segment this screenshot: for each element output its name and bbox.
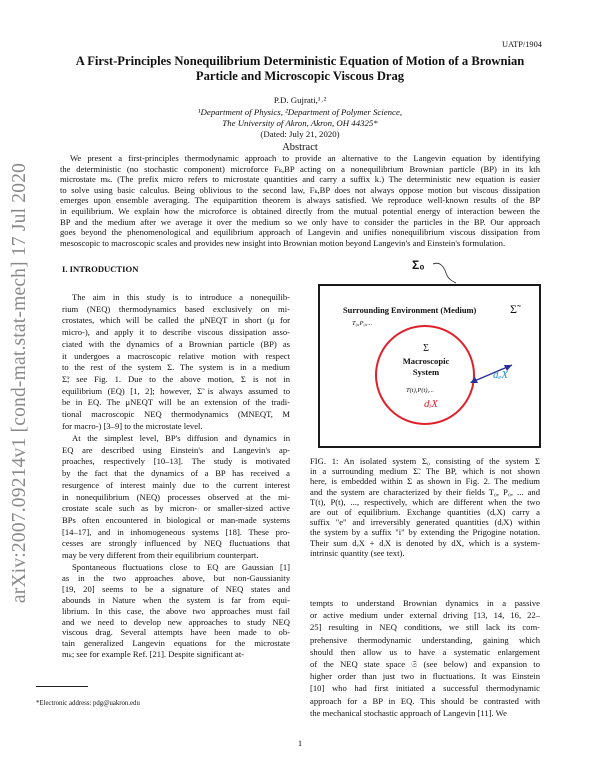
abstract-line: goes beyond the phenomenological and equilibrium approach of Langevin and unifies nonequilibrium viscous dissipation from	[60, 227, 540, 238]
body-line: crostates, which will be called the μNEQT in short (μ for	[62, 315, 290, 326]
body-line: abounds in Nature when the system is far from equi-	[62, 594, 290, 605]
abstract-heading: Abstract	[282, 142, 318, 153]
body-line: tain generalized Langevin equations for the microstate	[62, 638, 290, 649]
caption-line: are out of equilibrium. Exchange quantities (dₑX) carry a	[310, 507, 540, 517]
abstract-line: microstate mₖ. (The prefix micro refers to microstate quantities and carry a suffix k.) The deterministic new equation is easier	[60, 174, 540, 185]
abstract-line: mesoscopic to macroscopic scales and provides new insight into Brownian motion beyond Langevin's and Einstein's formulation.	[60, 237, 506, 248]
abstract-line: the deterministic (no stochastic component) microforce Fₖ,BP acting on a nonequilibrium Brownian particle (BP) in its kth	[60, 163, 540, 174]
caption-line: and the system are characterized by their fields T₀, P₀, ... and	[310, 486, 540, 497]
body-line: to the rest of the system Σ. The system is in a medium	[62, 362, 290, 373]
body-line: resurgence of interest mainly due to the current interest	[62, 479, 290, 490]
body-line: and we need to develop new approaches to study NEQ	[62, 616, 290, 627]
caption-line: Their sum dₑX + dᵢX is denoted by dX, which is a system-	[310, 537, 540, 548]
footnote: *Electronic address: pdg@uakron.edu	[36, 700, 140, 707]
body-line: 25] resulting in NEQ conditions, we still lack its com-	[310, 622, 540, 633]
body-line: should then allow us to have a systematic enlargement	[310, 646, 540, 657]
system-label-line: System	[412, 367, 440, 377]
body-line: prehensive thermodynamic understanding, gaining which	[310, 634, 540, 645]
arxiv-stamp: arXiv:2007.09214v1 [cond-mat.stat-mech] 17 Jul 2020	[9, 162, 30, 604]
body-line: the mechanical stochastic approach of Langevin [11]. We	[310, 707, 507, 718]
system-label-line: Macroscopic	[402, 356, 450, 366]
caption-line: T(t), P(t), ..., respectively, which are different when the two	[310, 496, 540, 507]
body-line: higher order than just two in fluctuations. It was Einstein	[310, 671, 540, 682]
medium-fields: T₀,P₀,...	[352, 320, 373, 327]
body-line: rium (NEQ) thermodynamics based exclusively on mi-	[62, 303, 290, 314]
body-line: proaches, respectively [10–13]. The study is motivated	[62, 456, 290, 467]
body-line: for macro-) [3–9] to the microstate level.	[62, 420, 203, 431]
body-line: [14–17], and in inhomogeneous systems [18]. These pro-	[62, 526, 290, 537]
report-number: UATP/1904	[501, 40, 542, 49]
body-line: BPs often encountered in biological or man-made systems	[62, 514, 290, 525]
body-line: The aim in this study is to introduce a nonequilib-	[72, 292, 290, 302]
pointer-arrow-icon	[433, 263, 456, 283]
caption-line: the system by a suffix "i" by extending the Prigogine notation.	[310, 527, 540, 538]
body-line: Spontaneous fluctuations close to EQ are Gaussian [1]	[72, 562, 290, 572]
body-line: [19, 20] seems to be a signature of NEQ states and	[62, 583, 290, 594]
affiliation: The University of Akron, Akron, OH 44325*	[222, 118, 378, 128]
body-line: cesses are strongly influenced by NEQ fluctuations that	[62, 538, 290, 549]
abstract-line: emerges upon ensemble averaging. The equipartition theorem is always satisfied. We reproduce well-known results of the BP	[60, 195, 540, 206]
affiliation: ¹Department of Physics, ²Department of Polymer Science,	[197, 106, 403, 117]
author-block	[0, 95, 600, 139]
body-line: approach for a BP in EQ. This should be contrasted with	[310, 695, 540, 706]
caption-line: in a surrounding medium Σ̃. The BP, which is not shown	[310, 466, 540, 477]
figure-1	[300, 255, 560, 455]
system-symbol: Σ	[423, 343, 429, 354]
exchange-label: dₑX	[493, 369, 509, 381]
abstract-line: to solve using basic calculus. Being oblivious to the second law, Fₖ,BP does not always oppose motion but viscous dissipation	[60, 184, 540, 195]
caption-line: here, is embedded within Σ as shown in Fig. 2. The medium	[310, 476, 540, 487]
body-line: be in EQ. The μNEQT will be an extension of the tradi-	[62, 397, 290, 408]
body-line: tional macroscopic NEQ thermodynamics (MNEQT, M	[62, 409, 290, 419]
system-label	[380, 356, 472, 378]
abstract-line: in equilibrium. We explain how the microforce is obtained directly from the mutual potential energy of interaction beween the	[60, 206, 540, 216]
title-line: Particle and Microscopic Viscous Drag	[195, 69, 405, 83]
body-line: of the NEQ state space 𝔖 (see below) and expansion to	[310, 659, 540, 669]
body-line: or active medium under external driving [13, 14, 16, 22–	[310, 610, 540, 621]
body-line: Σ̃; see Fig. 1. Due to the above motion, Σ is not in	[62, 373, 290, 384]
body-line: mₖ; see for example Ref. [21]. Despite significant at-	[62, 649, 245, 660]
system-fields: T(t),P(t),...	[406, 387, 434, 394]
body-line: may be very different from their equilibrium counterpart.	[62, 550, 259, 560]
paper-title	[40, 54, 560, 84]
body-line: crostate scale such as by micron- or smaller-sized active	[62, 503, 290, 514]
section-heading: I. INTRODUCTION	[62, 264, 139, 274]
footnote-rule	[36, 686, 88, 687]
caption-line: FIG. 1: An isolated system Σ₀ consisting of the system Σ	[310, 456, 540, 466]
body-line: equilibrium (EQ) [1, 2]; however, Σ̃ is always assumed to	[62, 385, 290, 396]
date: (Dated: July 21, 2020)	[260, 128, 340, 139]
caption-line: suffix "e" and irreversibly generated quantities (dᵢX) within	[310, 517, 540, 528]
body-line: ciated with the dynamics of a Brownian particle (BP) as	[62, 338, 290, 349]
body-line: by the fact that the dynamics of a BP has received a	[62, 468, 290, 479]
body-line: as in the two approaches above, but non-Gaussianity	[62, 572, 290, 583]
caption-line: intrinsic quantity (see text).	[310, 547, 405, 558]
abstract-line: BP and the medium after we average it over the medium so we only have to consider the particles in the BP. Our approach	[60, 216, 540, 227]
internal-change-label: dᵢX	[424, 398, 438, 410]
body-line: viscous drag. Several attempts have been made to ob-	[62, 627, 290, 638]
author-name: P.D. Gujrati,¹˒²	[273, 95, 327, 105]
body-line: tempts to understand Brownian dynamics in a passive	[310, 598, 540, 608]
title-line: A First-Principles Nonequilibrium Deterministic Equation of Motion of a Brownian	[75, 54, 525, 68]
medium-label: Surrounding Environment (Medium)	[343, 306, 477, 315]
page-number: 1	[297, 738, 303, 748]
body-line: At the simplest level, BP's diffusion and dynamics in	[72, 433, 290, 443]
sigma0-label: Σ₀	[412, 258, 425, 272]
body-line: it undergoes a macroscopic relative motion with respect	[62, 350, 290, 361]
body-line: [10] who had first initiated a successful thermodynamic	[310, 683, 540, 694]
abstract-line: We present a first-principles thermodynamic approach to provide an alternative to the Langevin equation by identifying	[70, 153, 540, 163]
body-line: librium. In this case, the above two approaches must fail	[62, 605, 290, 616]
body-line: EQ are described using Einstein's and Langevin's ap-	[62, 444, 290, 455]
body-line: micro-), and apply it to describe viscous dissipation asso-	[62, 327, 290, 338]
body-line: in nonequilibrium (NEQ) processes observed at the mi-	[62, 491, 290, 502]
medium-symbol: Σ̃	[510, 302, 517, 316]
